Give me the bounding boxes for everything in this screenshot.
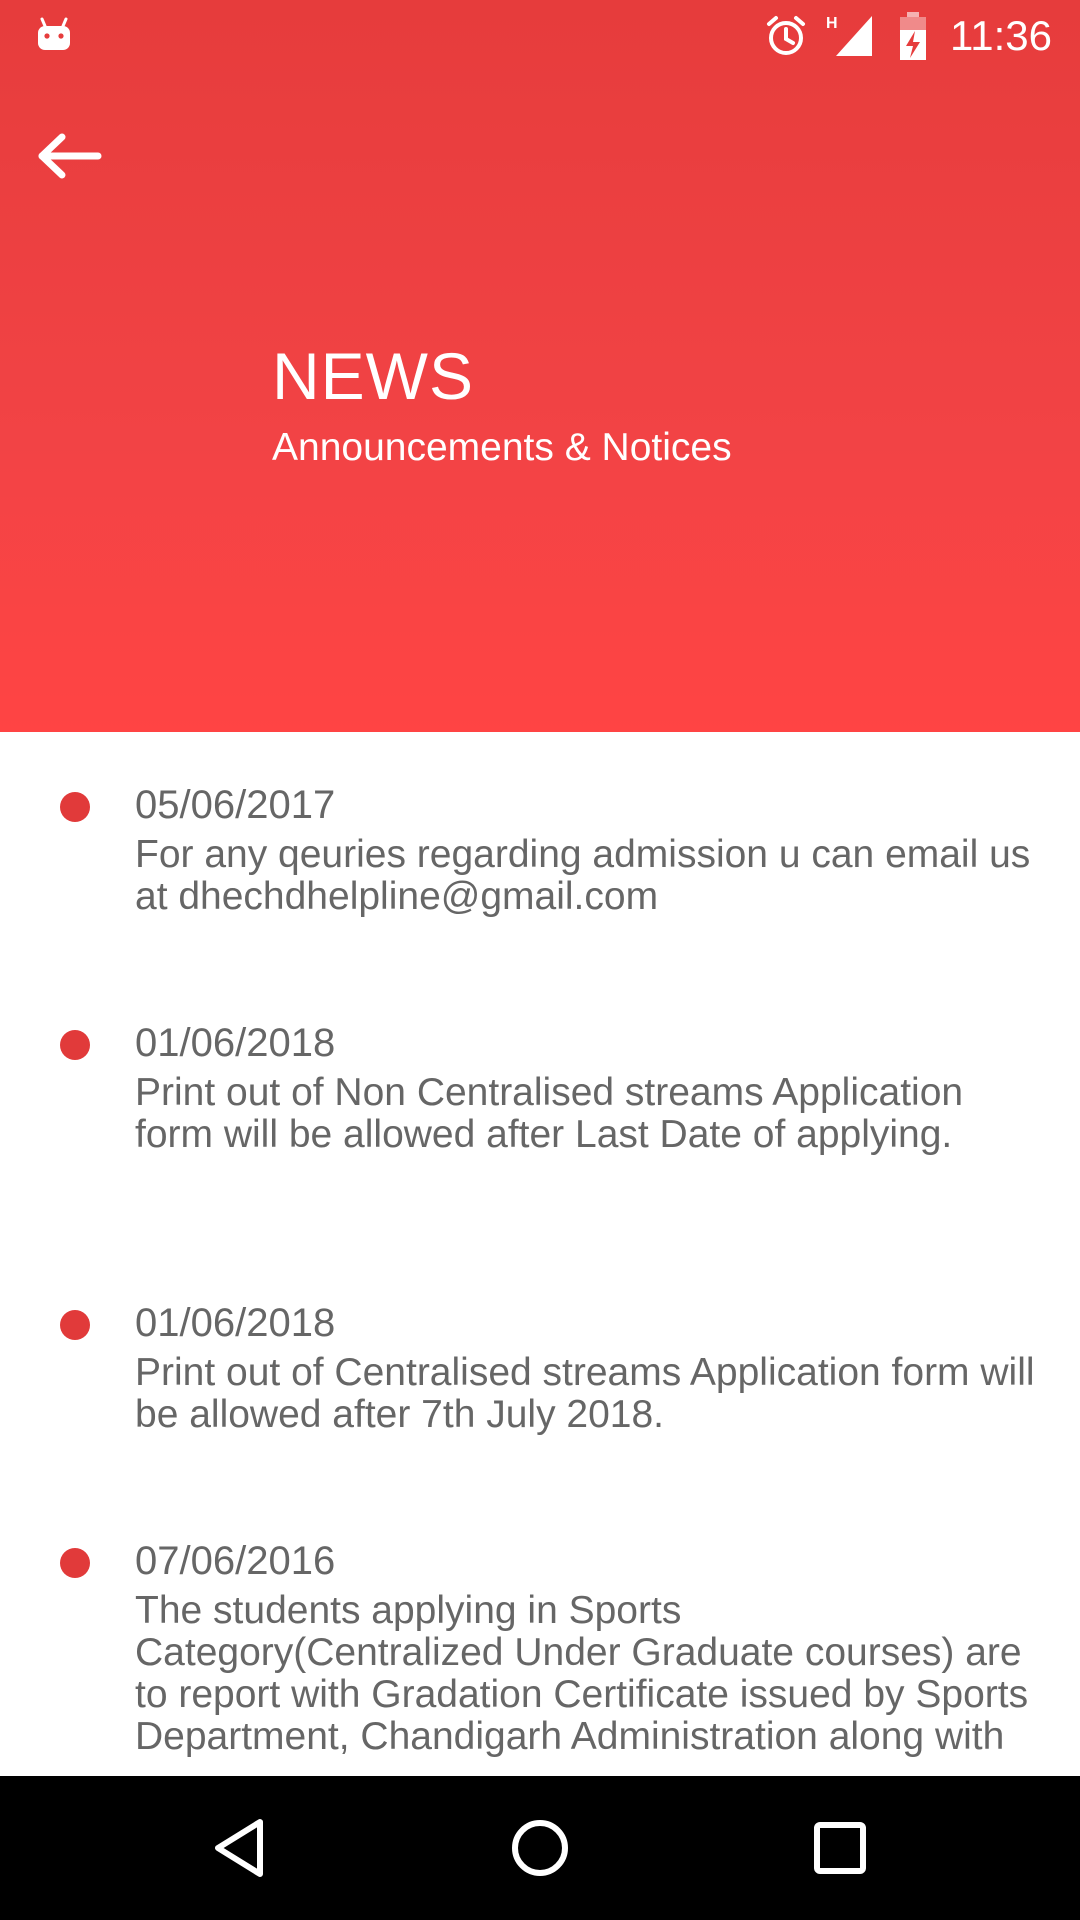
news-item[interactable] (0, 1250, 1080, 1488)
nav-recent-icon[interactable] (804, 1812, 876, 1884)
header (0, 0, 1080, 732)
status-bar (0, 0, 1080, 72)
bullet-dot-icon (60, 1030, 90, 1060)
arrow-left-icon (36, 132, 102, 180)
android-icon (36, 16, 72, 52)
signal-icon (826, 14, 874, 58)
news-list[interactable] (0, 732, 1080, 1776)
bullet-dot-icon (60, 1310, 90, 1340)
news-date: 01/06/2018 (135, 1301, 336, 1345)
news-date: 07/06/2016 (135, 1539, 336, 1583)
news-item[interactable] (0, 1488, 1080, 1776)
battery-charging-icon (898, 12, 928, 60)
bullet-dot-icon (60, 792, 90, 822)
bullet-dot-icon (60, 1548, 90, 1578)
page-subtitle: Announcements & Notices (272, 426, 732, 469)
back-button[interactable] (36, 120, 126, 192)
nav-home-icon[interactable] (504, 1812, 576, 1884)
status-clock: 11:36 (950, 12, 1052, 59)
news-item[interactable] (0, 732, 1080, 970)
nav-back-icon[interactable] (204, 1812, 276, 1884)
news-item[interactable] (0, 970, 1080, 1250)
network-type-label: H (826, 15, 838, 32)
news-text: For any qeuries regarding admission u can email us at dhechdhelpline@gmail.com (135, 833, 1031, 918)
news-text: Print out of Centralised streams Application form will be allowed after 7th July 2018. (135, 1351, 1035, 1436)
news-text: Print out of Non Centralised streams Application form will be allowed after Last Date of applying. (135, 1071, 964, 1156)
page-title: NEWS (272, 339, 474, 413)
navigation-bar (0, 1776, 1080, 1920)
alarm-icon (764, 14, 808, 58)
news-text: The students applying in Sports Category(Centralized Under Graduate courses) are to report with Gradation Certificate issued by Sports Department, Chandigarh Administration along with (135, 1589, 1029, 1758)
news-date: 05/06/2017 (135, 783, 336, 827)
news-date: 01/06/2018 (135, 1021, 336, 1065)
